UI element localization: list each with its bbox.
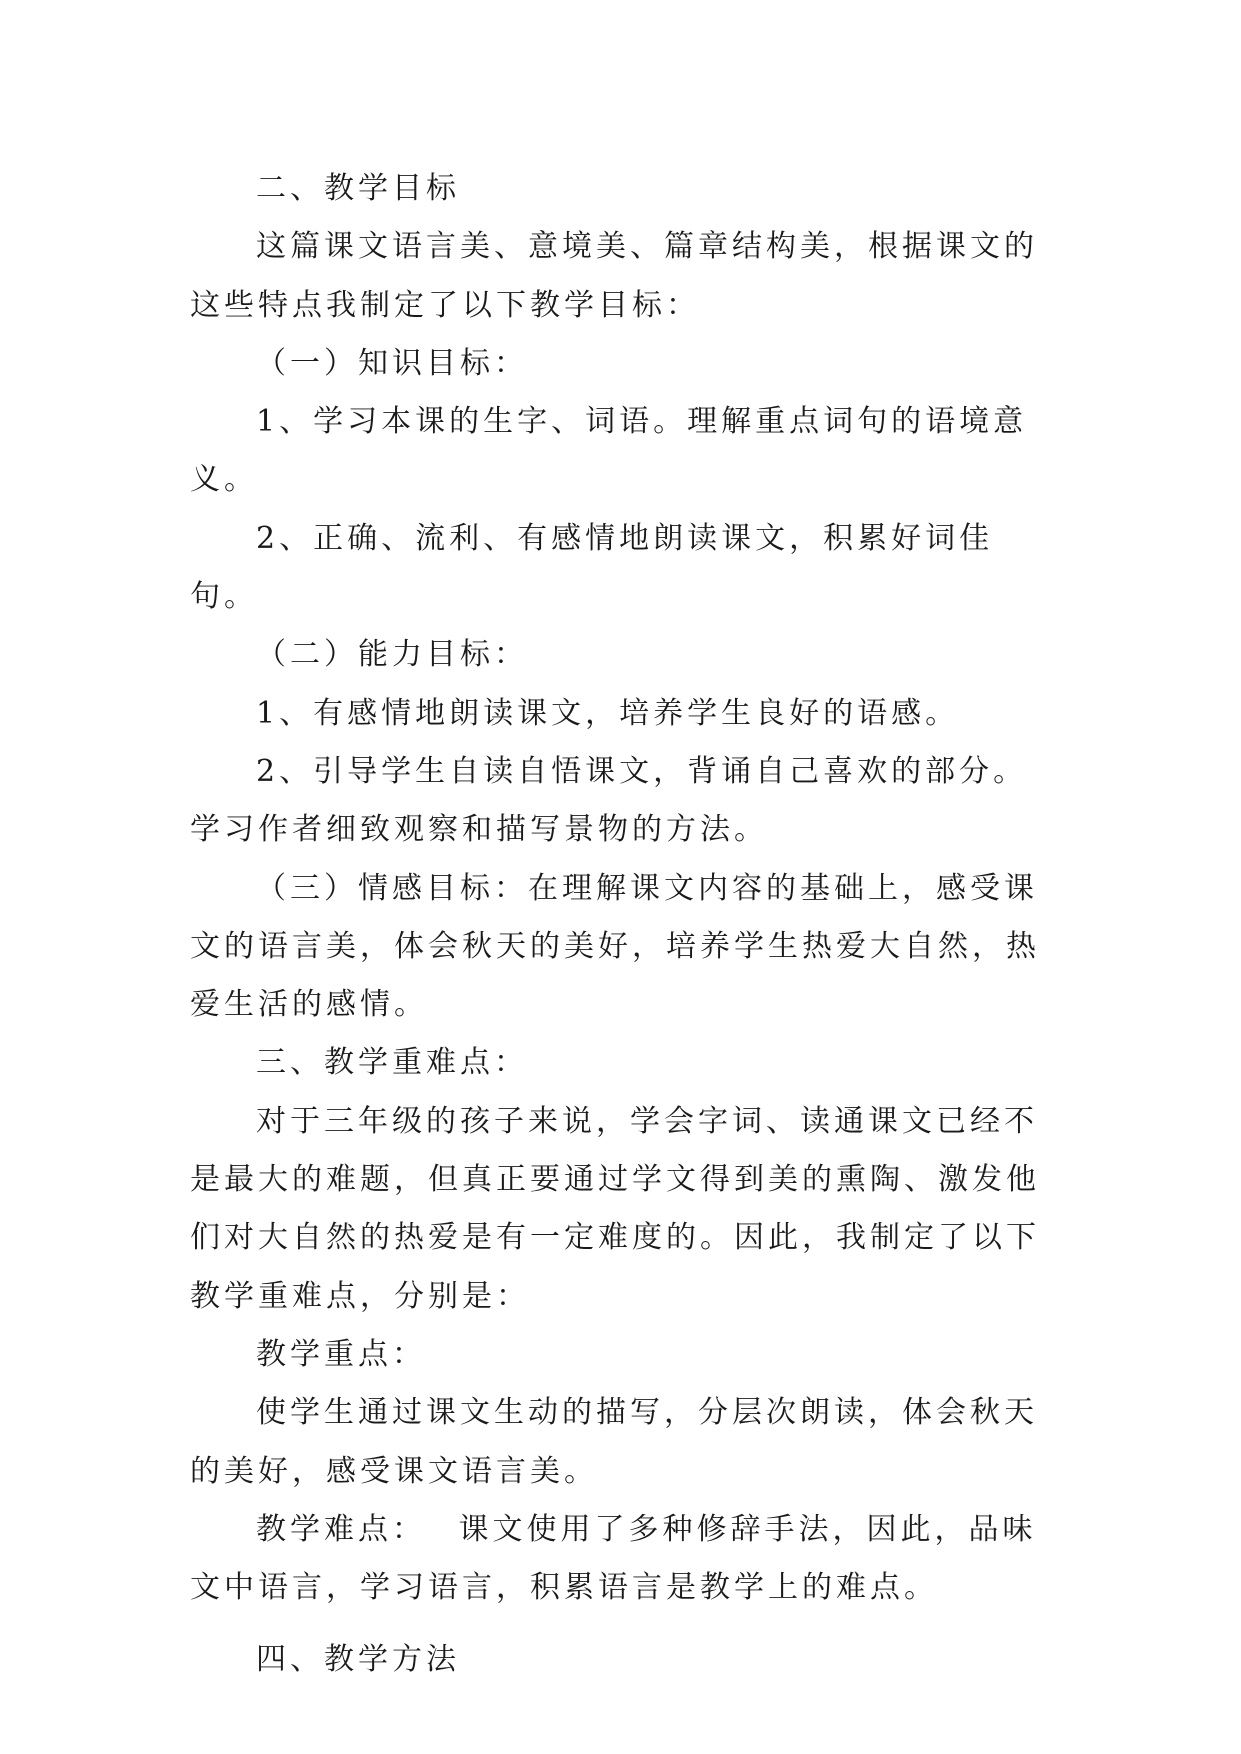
subheading-key-point: 教学重点： [256, 1336, 426, 1372]
section-heading-teaching-goals: 二、教学目标 [256, 171, 460, 206]
paragraph-goals-intro: 这篇课文语言美、意境美、篇章结构美，根据课文的这些特点我制定了以下教学目标： [190, 229, 1038, 323]
list-item-ability-1: 1、有感情地朗读课文，培养学生良好的语感。 [256, 695, 960, 731]
list-item-ability-2: 2、引导学生自读自悟课文，背诵自己喜欢的部分。学习作者细致观察和描写景物的方法。 [190, 753, 1028, 848]
document-body [190, 160, 1060, 1690]
paragraph-key-points-intro: 对于三年级的孩子来说，学会字词、读通课文已经不是最大的难题，但真正要通过学文得到美的熏陶、激发他们对大自然的热爱是有一定难度的。因此，我制定了以下教学重难点，分别是： [190, 1103, 1040, 1314]
paragraph-emotion-goals: （三）情感目标：在理解课文内容的基础上，感受课文的语言美，体会秋天的美好，培养学生热爱大自然，热爱生活的感情。 [190, 870, 1040, 1023]
paragraph-difficult-point: 教学难点： 课文使用了多种修辞手法，因此，品味文中语言，学习语言，积累语言是教学上的难点。 [190, 1511, 1037, 1606]
paragraph-key-point: 使学生通过课文生动的描写，分层次朗读，体会秋天的美好，感受课文语言美。 [190, 1395, 1038, 1489]
section-heading-key-difficult-points: 三、教学重难点： [256, 1045, 528, 1081]
subheading-knowledge-goals: （一）知识目标： [256, 345, 528, 381]
list-item-knowledge-2: 2、正确、流利、有感情地朗读课文，积累好词佳句。 [190, 520, 994, 615]
list-item-knowledge-1: 1、学习本课的生字、词语。理解重点词句的语境意义。 [190, 404, 1028, 498]
subheading-ability-goals: （二）能力目标： [256, 637, 528, 673]
section-heading-teaching-methods: 四、教学方法 [256, 1642, 460, 1678]
